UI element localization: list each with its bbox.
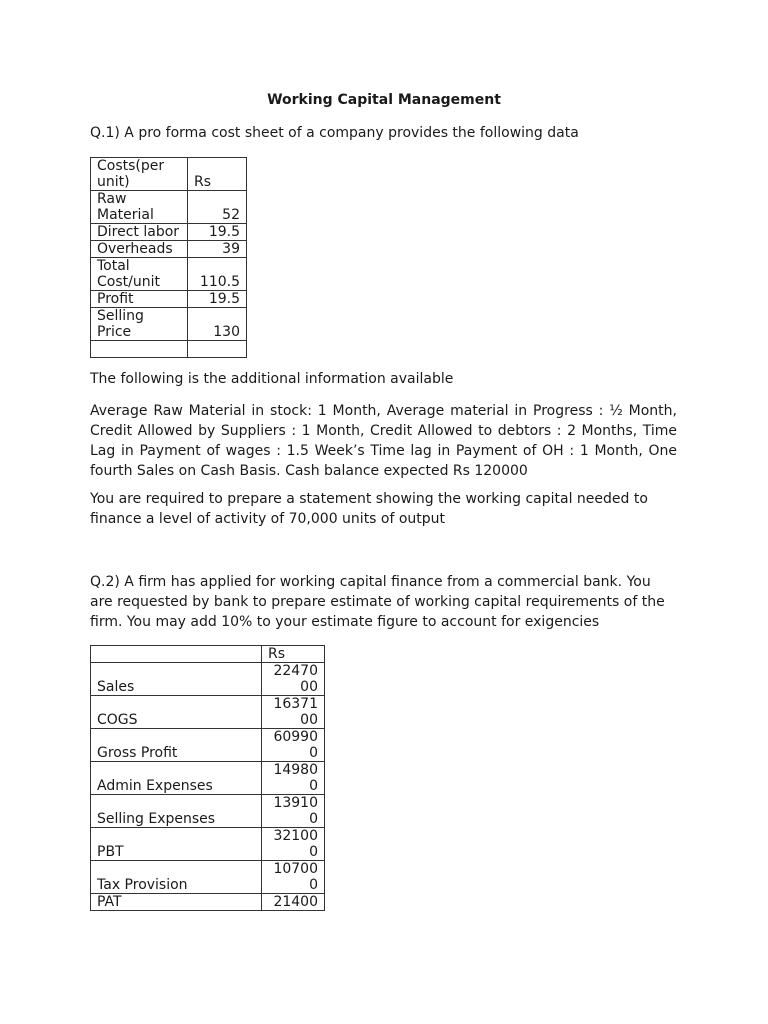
table-row bbox=[91, 291, 247, 308]
table-cell: Sales bbox=[91, 663, 262, 696]
table-cell: 609900 bbox=[262, 729, 325, 762]
table-cell: 19.5 bbox=[188, 291, 247, 308]
table-cell: 19.5 bbox=[188, 224, 247, 241]
table-row bbox=[91, 894, 325, 911]
q1-heading: Q.1) A pro forma cost sheet of a company provides the following data bbox=[90, 125, 579, 141]
table-cell: 107000 bbox=[262, 861, 325, 894]
table-cell: Selling Expenses bbox=[91, 795, 262, 828]
table-cell: Total Cost/unit bbox=[91, 258, 188, 291]
table-row bbox=[91, 762, 325, 795]
table-row bbox=[91, 663, 325, 696]
table-header-row bbox=[91, 646, 325, 663]
cost-sheet-table bbox=[90, 157, 247, 358]
table-cell: 110.5 bbox=[188, 258, 247, 291]
table-cell: Gross Profit bbox=[91, 729, 262, 762]
q2-paragraph: Q.2) A firm has applied for working capital finance from a commercial bank. You are requested by bank to prepare estimate of working capital requirements of the firm. You may add 10% to your estimate figure to account for exigencies bbox=[90, 574, 665, 630]
table-cell: Profit bbox=[91, 291, 188, 308]
table-row bbox=[91, 224, 247, 241]
table-cell bbox=[188, 341, 247, 358]
table-cell: Selling Price bbox=[91, 308, 188, 341]
table-row bbox=[91, 308, 247, 341]
table-cell: Raw Material bbox=[91, 191, 188, 224]
table-row bbox=[91, 795, 325, 828]
table-cell: PAT bbox=[91, 894, 262, 911]
table-cell: 130 bbox=[188, 308, 247, 341]
table-cell: Tax Provision bbox=[91, 861, 262, 894]
table-cell: Direct labor bbox=[91, 224, 188, 241]
document-title: Working Capital Management bbox=[267, 92, 501, 108]
table-header-cell: Rs bbox=[188, 158, 247, 191]
table-cell: Admin Expenses bbox=[91, 762, 262, 795]
table-header-cell bbox=[91, 646, 262, 663]
table-row bbox=[91, 861, 325, 894]
table-row bbox=[91, 258, 247, 291]
table-cell: 139100 bbox=[262, 795, 325, 828]
table-header-cell: Costs(per unit) bbox=[91, 158, 188, 191]
table-header-row bbox=[91, 158, 247, 191]
financials-table bbox=[90, 645, 325, 911]
table-row bbox=[91, 828, 325, 861]
task-paragraph: You are required to prepare a statement showing the working capital needed to finance a level of activity of 70,000 units of output bbox=[90, 491, 648, 527]
table-row bbox=[91, 729, 325, 762]
table-cell: Overheads bbox=[91, 241, 188, 258]
additional-info-label: The following is the additional information available bbox=[90, 371, 454, 387]
table-cell: COGS bbox=[91, 696, 262, 729]
table-cell: 52 bbox=[188, 191, 247, 224]
table-row bbox=[91, 696, 325, 729]
table-cell: 149800 bbox=[262, 762, 325, 795]
table-header-cell: Rs bbox=[262, 646, 325, 663]
table-cell: 321000 bbox=[262, 828, 325, 861]
table-row bbox=[91, 341, 247, 358]
table-cell bbox=[91, 341, 188, 358]
info-paragraph: Average Raw Material in stock: 1 Month, Average material in Progress : ½ Month, Credit Allowed by Suppliers : 1 Month, Credit Allowed to debtors : 2 Months, Time Lag in Payment of wages : 1.5 Week’s Time lag in Payment of OH : 1 Month, One fourth Sales on Cash Basis. Cash balance expected Rs 120000 bbox=[90, 403, 677, 479]
table-row bbox=[91, 241, 247, 258]
table-cell: 2247000 bbox=[262, 663, 325, 696]
table-row bbox=[91, 191, 247, 224]
table-cell: 39 bbox=[188, 241, 247, 258]
table-cell: PBT bbox=[91, 828, 262, 861]
table-cell: 1637100 bbox=[262, 696, 325, 729]
table-cell: 21400 bbox=[262, 894, 325, 911]
